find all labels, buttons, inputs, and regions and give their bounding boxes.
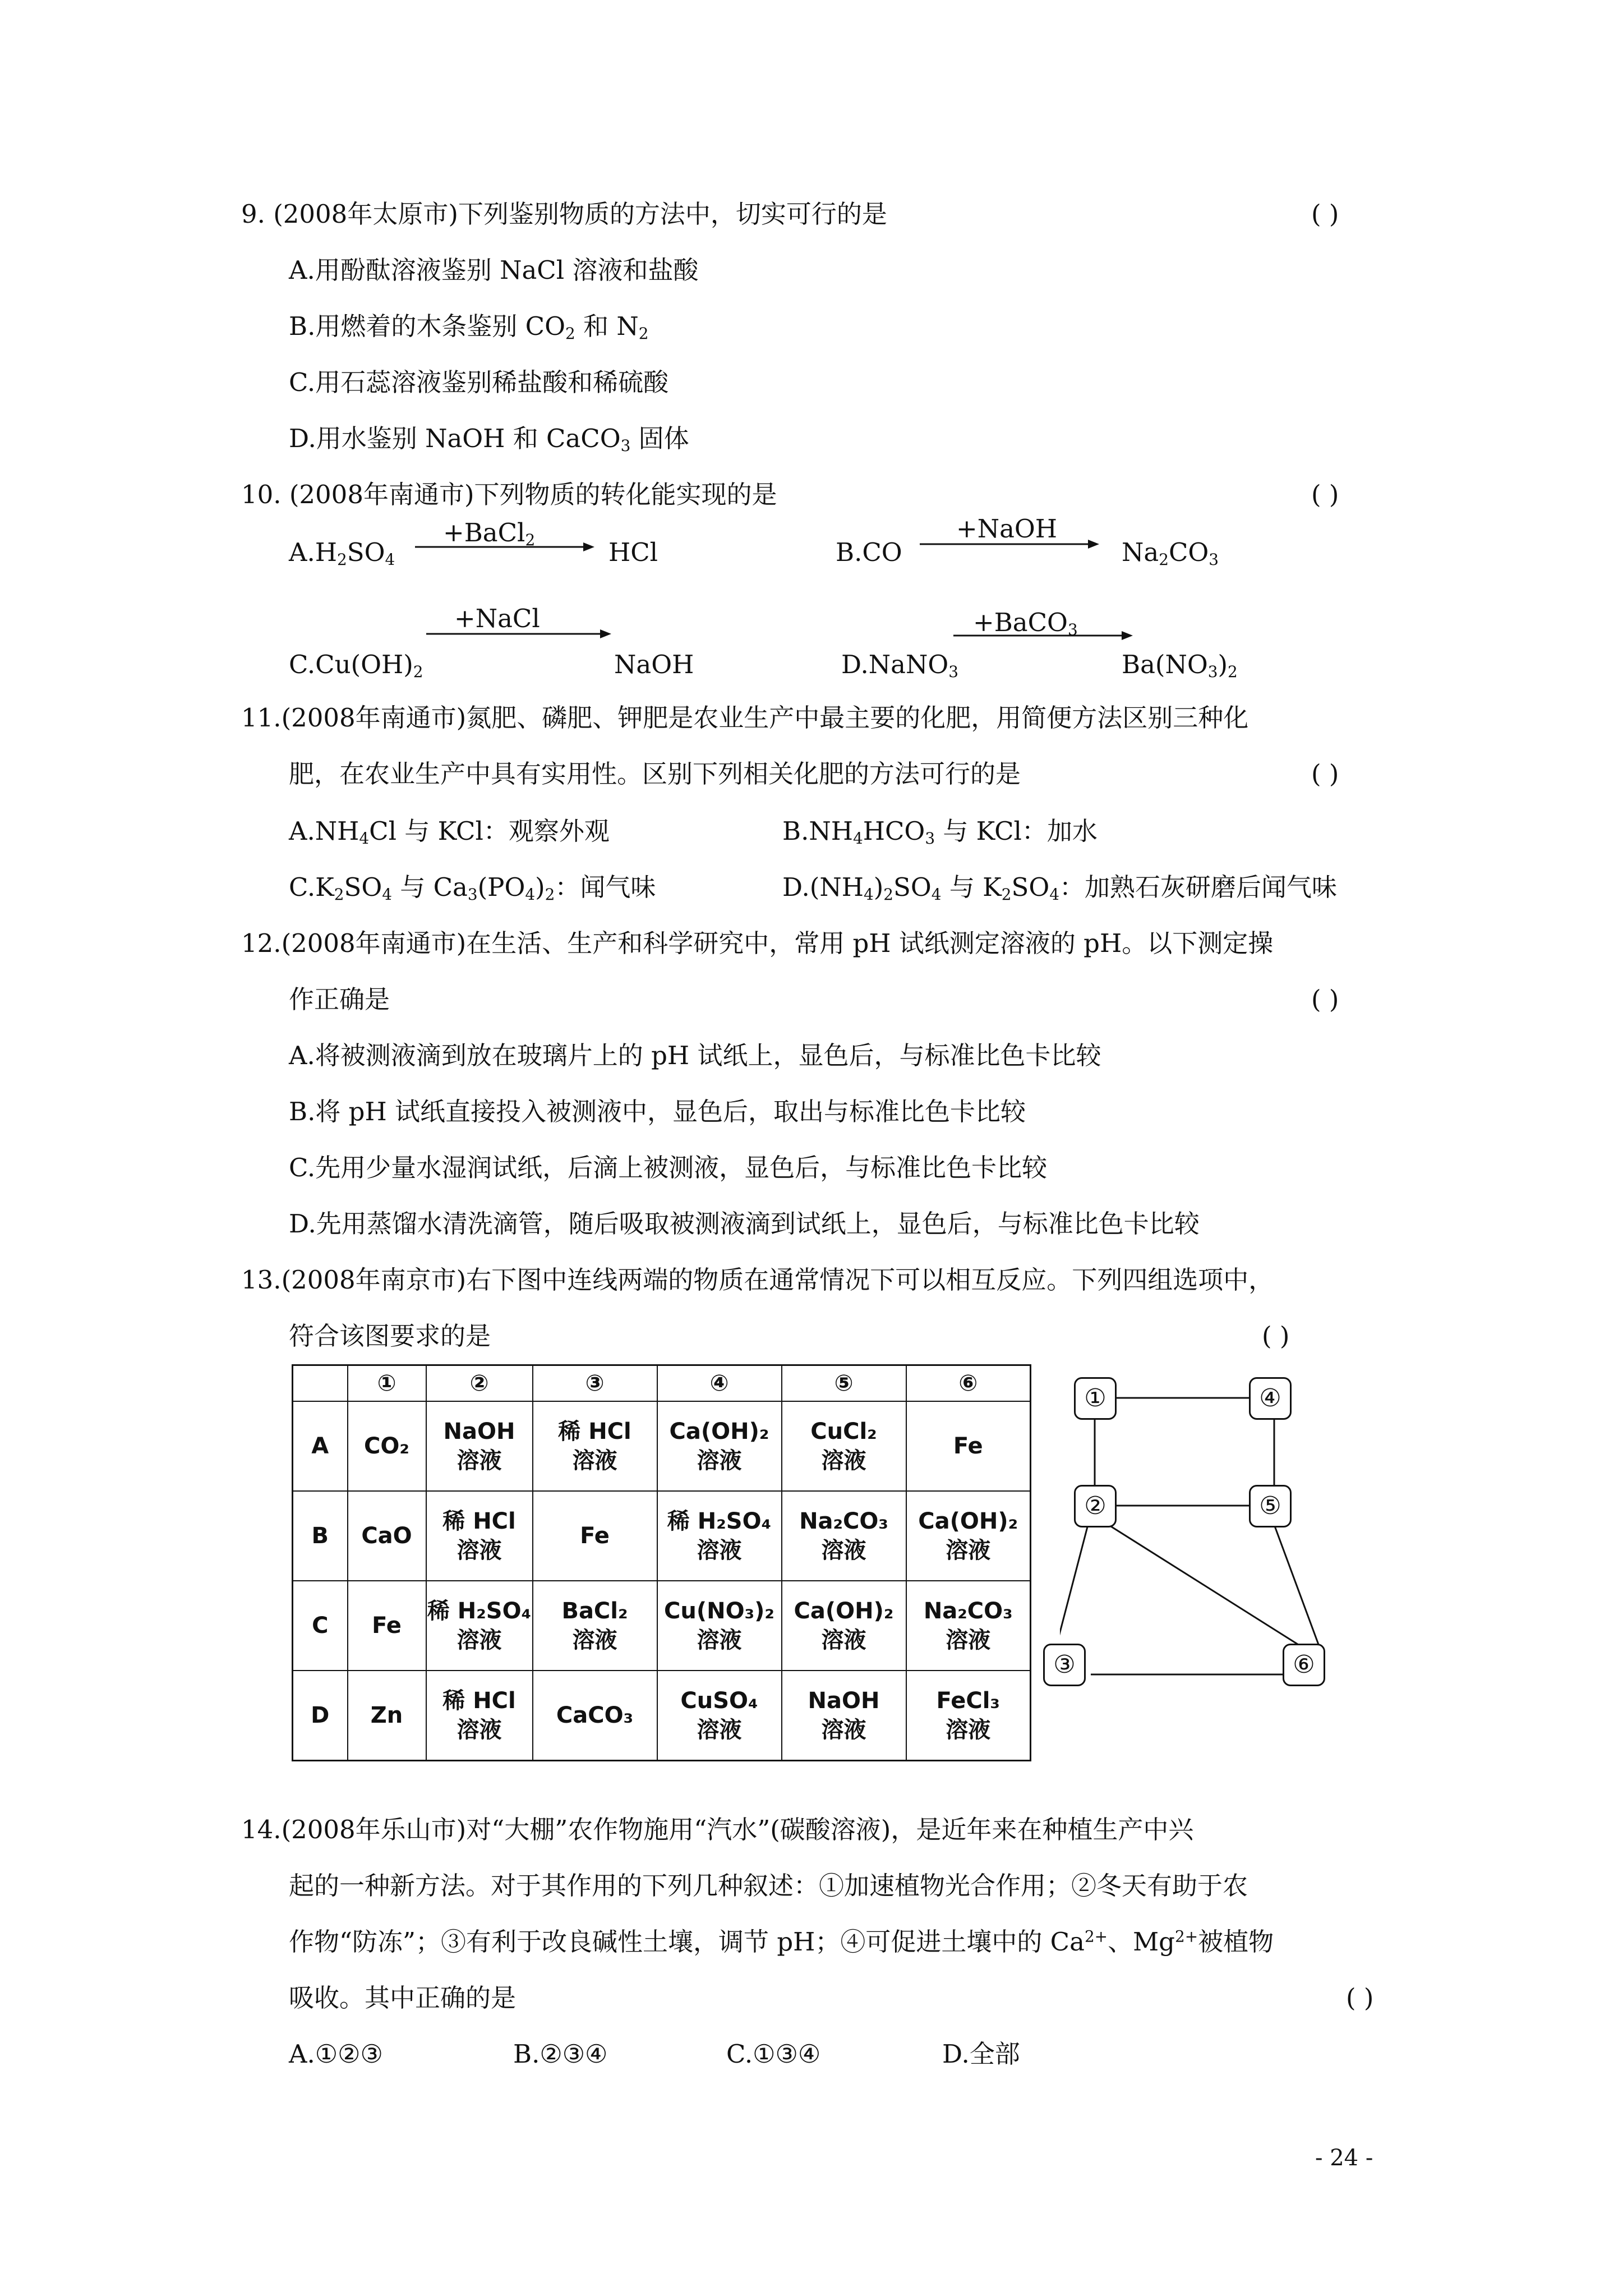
q13-table-row bbox=[293, 1671, 1031, 1761]
q14-stem-line2: 起的一种新方法。对于其作用的下列几种叙述：①加速植物光合作用；②冬天有助于农 bbox=[289, 1871, 1248, 1901]
q14-stem-line1: 14.(2008年乐山市)对“大棚”农作物施用“汽水”(碳酸溶液)，是近年来在种植生产中兴 bbox=[241, 1815, 1194, 1844]
q14-option-c: C.①③④ bbox=[726, 2039, 821, 2069]
q13-row-label: B bbox=[293, 1491, 348, 1581]
q9-option-a: A.用酚酞溶液鉴别 NaCl 溶液和盐酸 bbox=[289, 255, 699, 285]
q10-c-product: NaOH bbox=[614, 650, 694, 679]
q13-table-row bbox=[293, 1581, 1031, 1671]
q12-option-c: C.先用少量水湿润试纸，后滴上被测液，显色后，与标准比色卡比较 bbox=[289, 1153, 1048, 1182]
q14-stem-line3: 作物“防冻”；③有利于改良碱性土壤，调节 pH；④可促进土壤中的 $Ca^{2+}$、$Mg^{2+}$被植物 bbox=[289, 1927, 1274, 1957]
q12-option-d: D.先用蒸馏水清洗滴管，随后吸取被测液滴到试纸上，显色后，与标准比色卡比较 bbox=[289, 1209, 1200, 1239]
q11-stem-line1: 11.(2008年南通市)氮肥、磷肥、钾肥是农业生产中最主要的化肥，用简便方法区别三种化 bbox=[241, 703, 1249, 733]
q13-header-cell: ③ bbox=[533, 1365, 657, 1402]
q13-answer-paren: ( ) bbox=[1262, 1321, 1290, 1351]
q11-option-b: $B.NH_4HCO_3$ 与 KCl：加水 bbox=[782, 816, 1098, 848]
q13-table-cell: FeCl₃ 溶液 bbox=[906, 1671, 1031, 1761]
diagram-node: ④ bbox=[1249, 1377, 1292, 1420]
q11-answer-paren: ( ) bbox=[1311, 759, 1339, 789]
q13-table-cell: 稀 H₂SO₄ 溶液 bbox=[426, 1581, 533, 1671]
q14-option-a: A.①②③ bbox=[289, 2039, 383, 2069]
q9-option-b: B.用燃着的木条鉴别 $CO_2$ 和 $N_2$ bbox=[289, 311, 649, 343]
q13-table-cell: 稀 HCl 溶液 bbox=[426, 1491, 533, 1581]
q10-option-a: $A.H_2SO_4$ bbox=[289, 537, 395, 569]
q13-table-cell: BaCl₂ 溶液 bbox=[533, 1581, 657, 1671]
q10-b-reagent: +NaOH bbox=[956, 514, 1058, 544]
q13-table-cell: Ca(OH)₂ 溶液 bbox=[782, 1581, 906, 1671]
q14-option-d: D.全部 bbox=[942, 2039, 1020, 2069]
diagram-node: ③ bbox=[1043, 1644, 1086, 1686]
edge-2-6 bbox=[1108, 1525, 1310, 1652]
q10-stem: 10. (2008年南通市)下列物质的转化能实现的是 bbox=[241, 480, 777, 509]
q10-option-b: B.CO bbox=[836, 537, 902, 567]
q10-d-arrow bbox=[953, 627, 1133, 644]
q13-header-cell bbox=[293, 1365, 348, 1402]
q9-answer-paren: ( ) bbox=[1311, 199, 1339, 229]
q13-table-row bbox=[293, 1491, 1031, 1581]
q12-option-a: A.将被测液滴到放在玻璃片上的 pH 试纸上，显色后，与标准比色卡比较 bbox=[289, 1041, 1101, 1070]
q14-option-b: B.②③④ bbox=[513, 2039, 608, 2069]
q10-d-reagent: +BaCO$_3$ bbox=[973, 608, 1078, 639]
q13-row-label: D bbox=[293, 1671, 348, 1761]
q13-table-cell: Fe bbox=[348, 1581, 426, 1671]
q13-header-cell: ⑤ bbox=[782, 1365, 906, 1402]
q10-c-arrow bbox=[426, 625, 611, 642]
q13-table-cell: CuSO₄ 溶液 bbox=[657, 1671, 782, 1761]
q13-table-cell: CaO bbox=[348, 1491, 426, 1581]
diagram-node: ① bbox=[1074, 1377, 1117, 1420]
q10-a-arrow bbox=[415, 539, 594, 555]
q13-table-cell: 稀 HCl 溶液 bbox=[426, 1671, 533, 1761]
q13-table-cell: Fe bbox=[533, 1491, 657, 1581]
q13-header-cell: ② bbox=[426, 1365, 533, 1402]
q13-stem-line1: 13.(2008年南京市)右下图中连线两端的物质在通常情况下可以相互反应。下列四组选项中， bbox=[241, 1265, 1274, 1295]
q13-options-table bbox=[292, 1364, 1031, 1761]
diagram-node: ② bbox=[1074, 1485, 1117, 1527]
q12-option-b: B.将 pH 试纸直接投入被测液中，显色后，取出与标准比色卡比较 bbox=[289, 1097, 1026, 1126]
q13-table-cell: Na₂CO₃ 溶液 bbox=[906, 1581, 1031, 1671]
q13-table-cell: CuCl₂ 溶液 bbox=[782, 1401, 906, 1491]
q13-row-label: A bbox=[293, 1401, 348, 1491]
diagram-node: ⑤ bbox=[1249, 1485, 1292, 1527]
q12-answer-paren: ( ) bbox=[1311, 984, 1339, 1014]
q13-table-cell: Zn bbox=[348, 1671, 426, 1761]
q13-table-cell: Ca(OH)₂ 溶液 bbox=[906, 1491, 1031, 1581]
q10-c-reagent: +NaCl bbox=[454, 604, 540, 633]
q14-answer-paren: ( ) bbox=[1346, 1983, 1374, 2013]
q13-table-header-row bbox=[293, 1365, 1031, 1402]
q14-stem-line4: 吸收。其中正确的是 bbox=[289, 1983, 517, 2013]
q10-a-product: HCl bbox=[608, 537, 658, 567]
q13-table-cell: CaCO₃ bbox=[533, 1671, 657, 1761]
q13-header-cell: ④ bbox=[657, 1365, 782, 1402]
q11-option-d: $D.(NH_4)_2SO_4$ 与 $K_2SO_4$：加熟石灰研磨后闻气味 bbox=[782, 872, 1337, 904]
q13-table-cell: Cu(NO₃)₂ 溶液 bbox=[657, 1581, 782, 1671]
q13-table-cell: NaOH 溶液 bbox=[782, 1671, 906, 1761]
q13-table-cell: Ca(OH)₂ 溶液 bbox=[657, 1401, 782, 1491]
q10-a-reagent: +BaCl$_2$ bbox=[443, 518, 536, 549]
q10-b-arrow bbox=[920, 536, 1099, 553]
q13-table-cell: NaOH 溶液 bbox=[426, 1401, 533, 1491]
edge-2-3 bbox=[1060, 1525, 1088, 1654]
q9-option-c: C.用石蕊溶液鉴别稀盐酸和稀硫酸 bbox=[289, 367, 669, 397]
q13-table-cell: Fe bbox=[906, 1401, 1031, 1491]
diagram-node: ⑥ bbox=[1283, 1644, 1325, 1686]
q13-row-label: C bbox=[293, 1581, 348, 1671]
q13-table-row bbox=[293, 1401, 1031, 1491]
q9-option-d: D.用水鉴别 NaOH 和 CaCO$_3$ 固体 bbox=[289, 424, 689, 455]
q11-option-c: $C.K_2SO_4$ 与 $Ca_3(PO_4)_2$：闻气味 bbox=[289, 872, 656, 904]
q11-option-a: $A.NH_4Cl$ 与 KCl：观察外观 bbox=[289, 816, 610, 848]
q10-d-product: $Ba(NO_3)_2$ bbox=[1122, 650, 1238, 681]
q13-table-cell: 稀 HCl 溶液 bbox=[533, 1401, 657, 1491]
q9-stem: 9. (2008年太原市)下列鉴别物质的方法中，切实可行的是 bbox=[241, 199, 887, 229]
q10-b-product: $Na_2CO_3$ bbox=[1122, 537, 1219, 569]
q11-stem-line2: 肥，在农业生产中具有实用性。区别下列相关化肥的方法可行的是 bbox=[289, 759, 1021, 789]
q13-table-cell: 稀 H₂SO₄ 溶液 bbox=[657, 1491, 782, 1581]
q10-option-c: $C.Cu(OH)_2$ bbox=[289, 650, 423, 681]
q13-stem-line2: 符合该图要求的是 bbox=[289, 1321, 491, 1351]
q10-option-d: D.NaNO$_3$ bbox=[841, 650, 958, 681]
q13-header-cell: ⑥ bbox=[906, 1365, 1031, 1402]
q12-stem-line2: 作正确是 bbox=[289, 984, 390, 1014]
q13-table-cell: Na₂CO₃ 溶液 bbox=[782, 1491, 906, 1581]
q10-answer-paren: ( ) bbox=[1311, 480, 1339, 509]
q12-stem-line1: 12.(2008年南通市)在生活、生产和科学研究中，常用 pH 试纸测定溶液的 pH。以下测定操 bbox=[241, 928, 1274, 958]
page-number: - 24 - bbox=[1315, 2145, 1373, 2171]
q13-table-cell: CO₂ bbox=[348, 1401, 426, 1491]
q13-header-cell: ① bbox=[348, 1365, 426, 1402]
